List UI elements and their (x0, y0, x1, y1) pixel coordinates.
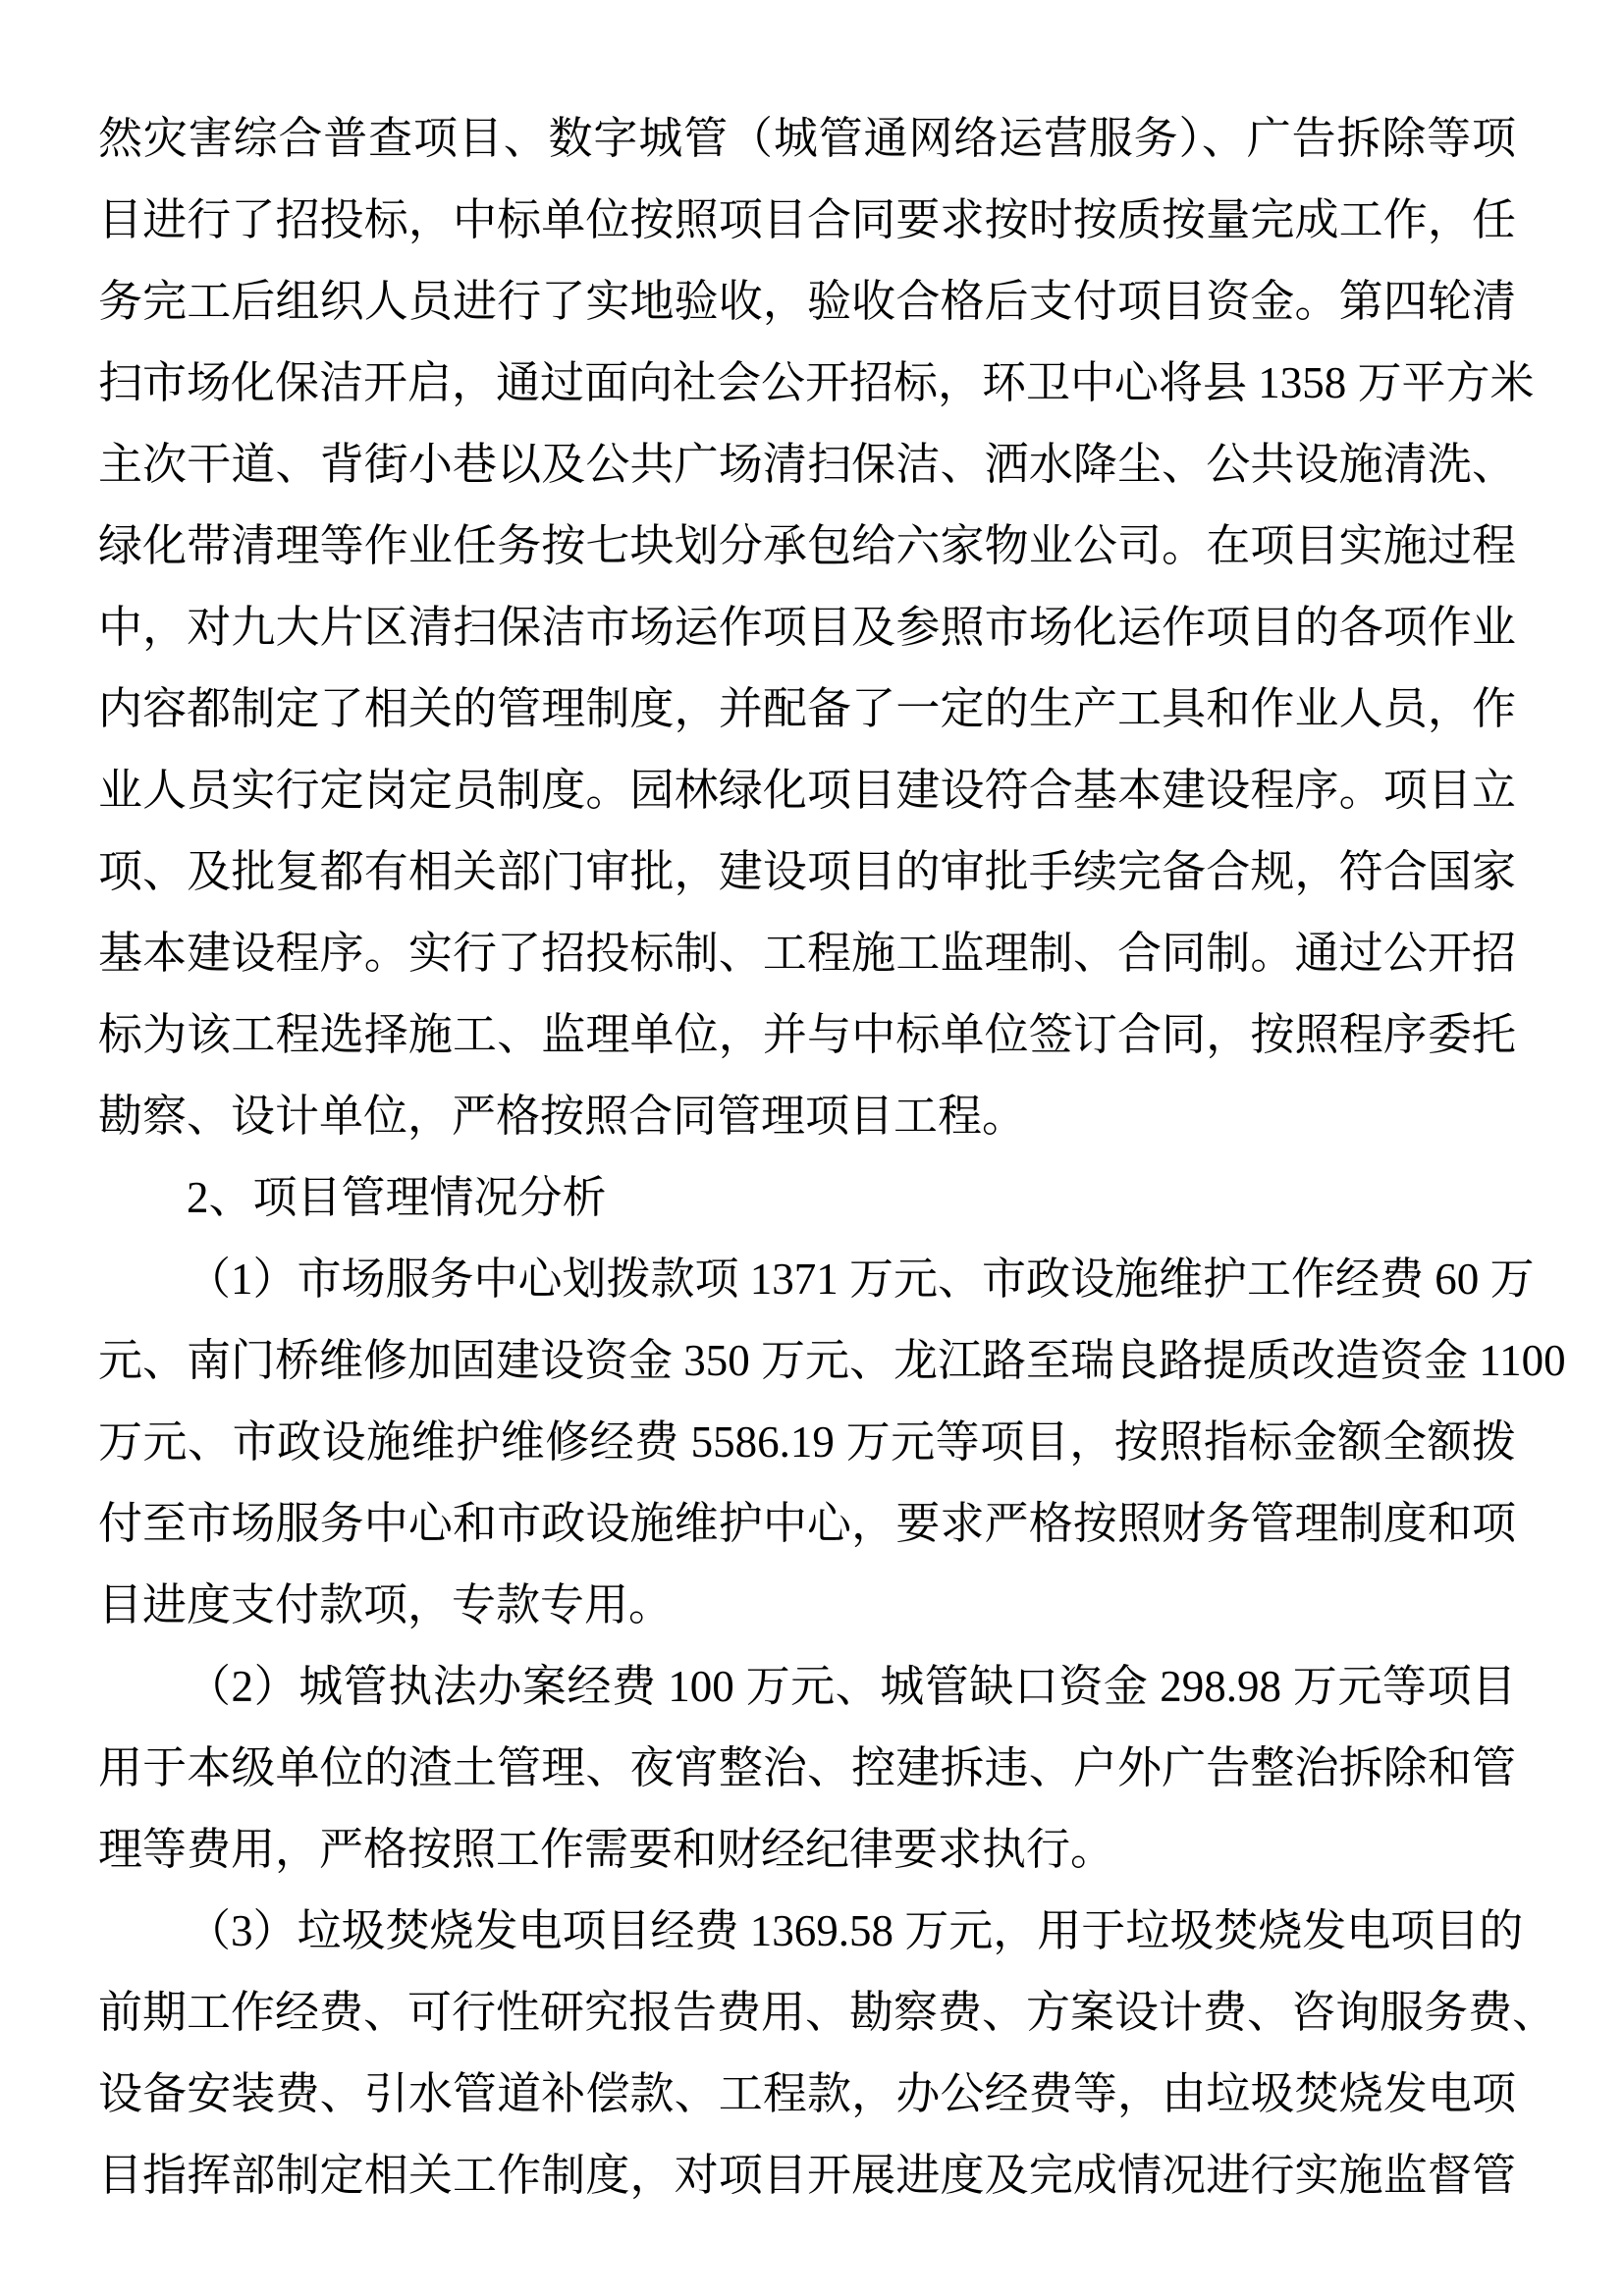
text-line: 万元、市政设施维护维修经费 5586.19 万元等项目，按照指标金额全额拨 (98, 1417, 1516, 1467)
text-line: 元、南门桥维修加固建设资金 350 万元、龙江路至瑞良路提质改造资金 1100 (98, 1336, 1566, 1385)
text-line: 绿化带清理等作业任务按七块划分承包给六家物业公司。在项目实施过程 (98, 521, 1516, 570)
text-line: 务完工后组织人员进行了实地验收，验收合格后支付项目资金。第四轮清 (98, 277, 1516, 326)
text-line: 主次干道、背街小巷以及公共广场清扫保洁、洒水降尘、公共设施清洗、 (98, 440, 1516, 489)
text-line: 用于本级单位的渣土管理、夜宵整治、控建拆违、户外广告整治拆除和管 (98, 1743, 1516, 1792)
text-line: 勘察、设计单位，严格按照合同管理项目工程。 (98, 1092, 1027, 1141)
text-line: 设备安装费、引水管道补偿款、工程款，办公经费等，由垃圾焚烧发电项 (98, 2069, 1516, 2118)
text-line: 2、项目管理情况分析 (187, 1173, 607, 1222)
text-line: 然灾害综合普查项目、数字城管（城管通网络运营服务）、广告拆除等项 (98, 114, 1516, 163)
text-line: 目进度支付款项，专款专用。 (98, 1580, 674, 1629)
text-line: 业人员实行定岗定员制度。园林绿化项目建设符合基本建设程序。项目立 (98, 766, 1516, 815)
text-line: 基本建设程序。实行了招投标制、工程施工监理制、合同制。通过公开招 (98, 929, 1516, 978)
text-line: 付至市场服务中心和市政设施维护中心，要求严格按照财务管理制度和项 (98, 1499, 1516, 1548)
text-line: （2）城管执法办案经费 100 万元、城管缺口资金 298.98 万元等项目 (187, 1662, 1516, 1711)
text-line: 目进行了招投标，中标单位按照项目合同要求按时按质按量完成工作，任 (98, 195, 1516, 244)
text-line: 项、及批复都有相关部门审批，建设项目的审批手续完备合规，符合国家 (98, 847, 1516, 896)
text-block (98, 98, 1566, 2216)
text-line: 前期工作经费、可行性研究报告费用、勘察费、方案设计费、咨询服务费、 (98, 1988, 1557, 2037)
text-line: 内容都制定了相关的管理制度，并配备了一定的生产工具和作业人员，作 (98, 684, 1516, 733)
text-line: （3）垃圾焚烧发电项目经费 1369.58 万元，用于垃圾焚烧发电项目的 (187, 1906, 1524, 1955)
text-line: （1）市场服务中心划拨款项 1371 万元、市政设施维护工作经费 60 万 (187, 1255, 1535, 1304)
text-line: 目指挥部制定相关工作制度，对项目开展进度及完成情况进行实施监督管 (98, 2151, 1516, 2200)
text-line: 扫市场化保洁开启，通过面向社会公开招标，环卫中心将县 1358 万平方米 (98, 358, 1535, 407)
text-line: 标为该工程选择施工、监理单位，并与中标单位签订合同，按照程序委托 (98, 1010, 1516, 1059)
text-line: 中，对九大片区清扫保洁市场运作项目及参照市场化运作项目的各项作业 (98, 603, 1516, 652)
text-line: 理等费用，严格按照工作需要和财经纪律要求执行。 (98, 1825, 1115, 1874)
